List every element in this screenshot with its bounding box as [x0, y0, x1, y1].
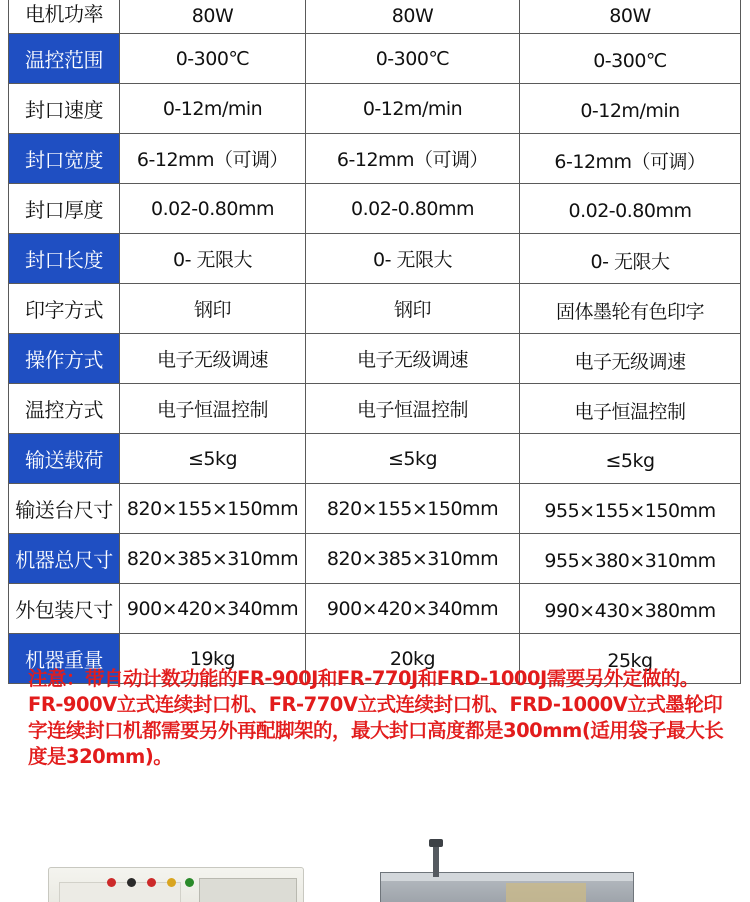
- spec-value-col2: 0-12m/min: [306, 84, 520, 134]
- spec-value-col1: 6-12mm（可调）: [120, 134, 306, 184]
- spec-value-col3: 80W: [520, 0, 741, 34]
- spec-label: 操作方式: [9, 334, 120, 384]
- spec-label: 机器总尺寸: [9, 534, 120, 584]
- spec-value-col1: 19kg: [120, 634, 306, 684]
- spec-row: [9, 184, 741, 234]
- spec-value-col2: 钢印: [306, 284, 520, 334]
- spec-value-col3: 0-12m/min: [520, 84, 741, 134]
- spec-label: 输送载荷: [9, 434, 120, 484]
- spec-value-col2: 900×420×340mm: [306, 584, 520, 634]
- spec-label: 电机功率: [9, 0, 120, 34]
- note-text: 注意：带自动计数功能的FR-900J和FR-770J和FRD-1000J需要另外定做的。FR-900V立式连续封口机、FR-770V立式连续封口机、FRD-1000V立式墨轮印字连续封口机都需要另外再配脚架的，最大封口高度都是300mm(适用袋子最大长度是320mm)。: [28, 667, 724, 768]
- spec-table: [8, 0, 741, 684]
- spec-row: [9, 484, 741, 534]
- spec-value-col1: 0- 无限大: [120, 234, 306, 284]
- spec-row: [9, 0, 741, 34]
- spec-row: [9, 384, 741, 434]
- spec-value-col3: ≤5kg: [520, 434, 741, 484]
- spec-row: [9, 434, 741, 484]
- spec-value-col1: 电子无级调速: [120, 334, 306, 384]
- spec-value-col3: 25kg: [520, 634, 741, 684]
- spec-label: 温控范围: [9, 34, 120, 84]
- spec-value-col1: 0.02-0.80mm: [120, 184, 306, 234]
- spec-value-col1: 钢印: [120, 284, 306, 334]
- spec-row: [9, 284, 741, 334]
- spec-value-col3: 固体墨轮有色印字: [520, 284, 741, 334]
- spec-value-col2: 80W: [306, 0, 520, 34]
- spec-label: 封口速度: [9, 84, 120, 134]
- spec-value-col3: 0.02-0.80mm: [520, 184, 741, 234]
- spec-value-col3: 6-12mm（可调）: [520, 134, 741, 184]
- spec-value-col2: 电子无级调速: [306, 334, 520, 384]
- spec-label: 封口厚度: [9, 184, 120, 234]
- spec-value-col1: 820×155×150mm: [120, 484, 306, 534]
- spec-row: [9, 134, 741, 184]
- spec-value-col3: 电子恒温控制: [520, 384, 741, 434]
- spec-row: [9, 34, 741, 84]
- spec-value-col2: 0-300℃: [306, 34, 520, 84]
- spec-value-col1: 0-12m/min: [120, 84, 306, 134]
- spec-value-col2: 电子恒温控制: [306, 384, 520, 434]
- spec-value-col3: 电子无级调速: [520, 334, 741, 384]
- sealer-machine-photo-right: [380, 872, 634, 902]
- spec-row: [9, 334, 741, 384]
- spec-value-col3: 0-300℃: [520, 34, 741, 84]
- spec-value-col3: 990×430×380mm: [520, 584, 741, 634]
- spec-label: 温控方式: [9, 384, 120, 434]
- spec-value-col1: 900×420×340mm: [120, 584, 306, 634]
- spec-row: [9, 534, 741, 584]
- spec-label: 印字方式: [9, 284, 120, 334]
- spec-value-col2: 0.02-0.80mm: [306, 184, 520, 234]
- spec-label: 封口宽度: [9, 134, 120, 184]
- spec-row: [9, 84, 741, 134]
- spec-label: 机器重量: [9, 634, 120, 684]
- spec-value-col1: 820×385×310mm: [120, 534, 306, 584]
- spec-value-col3: 955×155×150mm: [520, 484, 741, 534]
- spec-value-col2: 820×385×310mm: [306, 534, 520, 584]
- spec-value-col3: 0- 无限大: [520, 234, 741, 284]
- spec-value-col2: 20kg: [306, 634, 520, 684]
- spec-value-col2: 820×155×150mm: [306, 484, 520, 534]
- spec-label: 外包装尺寸: [9, 584, 120, 634]
- spec-value-col2: 6-12mm（可调）: [306, 134, 520, 184]
- spec-value-col1: 0-300℃: [120, 34, 306, 84]
- spec-value-col2: ≤5kg: [306, 434, 520, 484]
- spec-value-col1: 电子恒温控制: [120, 384, 306, 434]
- product-photos: [0, 820, 750, 902]
- spec-value-col1: ≤5kg: [120, 434, 306, 484]
- spec-value-col2: 0- 无限大: [306, 234, 520, 284]
- spec-row: [9, 584, 741, 634]
- spec-value-col3: 955×380×310mm: [520, 534, 741, 584]
- spec-table-body: [9, 0, 741, 684]
- spec-value-col1: 80W: [120, 0, 306, 34]
- sealer-machine-photo-left: [48, 867, 304, 902]
- spec-row: [9, 234, 741, 284]
- spec-label: 封口长度: [9, 234, 120, 284]
- spec-label: 输送台尺寸: [9, 484, 120, 534]
